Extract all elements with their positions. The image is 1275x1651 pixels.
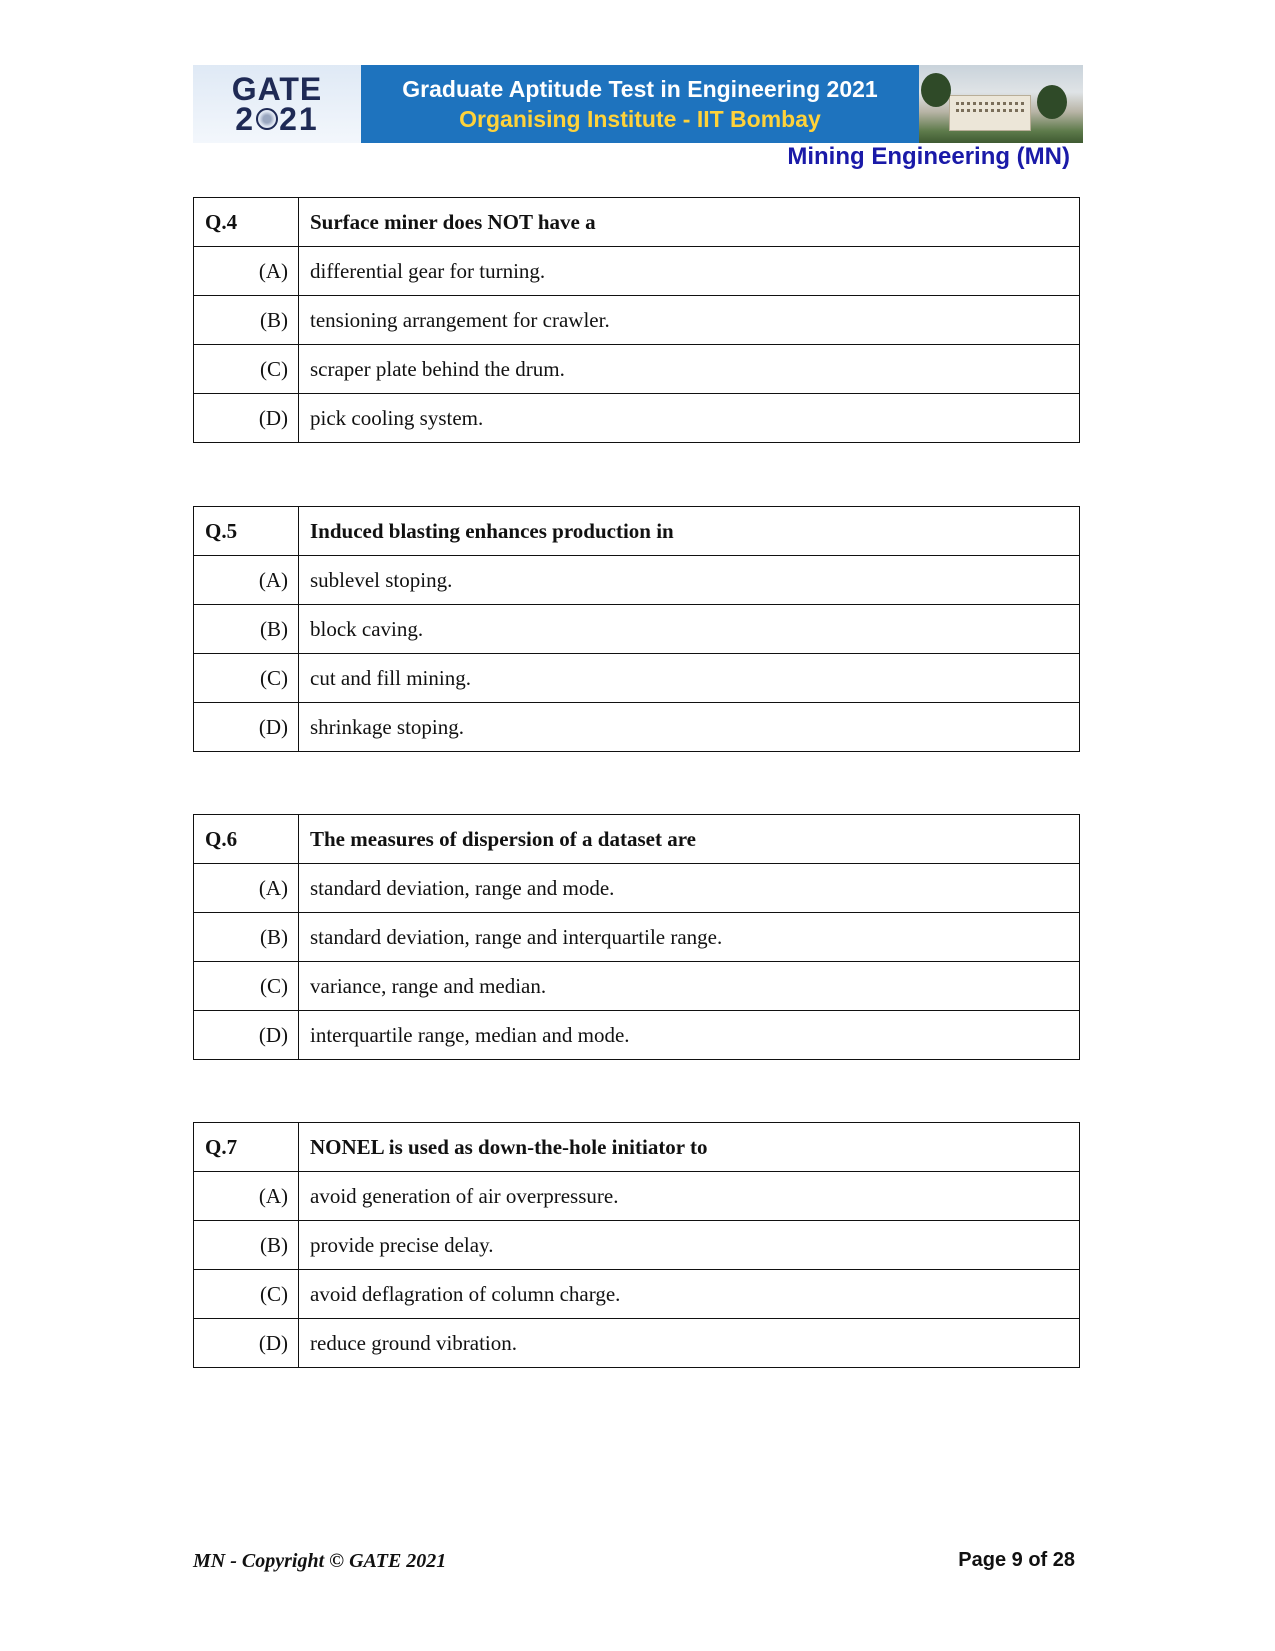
option-label: (B) [194, 1221, 299, 1270]
tree-icon [921, 73, 951, 107]
campus-photo [919, 65, 1083, 143]
banner-text-block [361, 65, 919, 143]
question-table-q7 [193, 1122, 1080, 1368]
building-icon [949, 95, 1031, 131]
option-text: differential gear for turning. [299, 247, 1080, 296]
option-label: (D) [194, 1011, 299, 1060]
option-row [194, 1011, 1080, 1060]
question-row [194, 507, 1080, 556]
option-label: (C) [194, 1270, 299, 1319]
question-text: NONEL is used as down-the-hole initiator to [299, 1123, 1080, 1172]
option-row [194, 703, 1080, 752]
question-number: Q.6 [194, 815, 299, 864]
logo-year-right: 21 [279, 101, 319, 137]
tree-icon [1037, 85, 1067, 119]
footer-copyright: MN - Copyright © GATE 2021 [193, 1550, 447, 1572]
logo-text-gate: GATE [231, 71, 323, 107]
question-row [194, 815, 1080, 864]
option-row [194, 654, 1080, 703]
gate-logo [193, 65, 361, 143]
option-row [194, 345, 1080, 394]
option-label: (B) [194, 605, 299, 654]
option-label: (C) [194, 654, 299, 703]
header-banner [193, 65, 1083, 143]
option-text: scraper plate behind the drum. [299, 345, 1080, 394]
logo-text-year [235, 101, 319, 137]
question-table-q4 [193, 197, 1080, 443]
option-row [194, 1221, 1080, 1270]
option-label: (D) [194, 1319, 299, 1368]
question-row [194, 1123, 1080, 1172]
question-table-q5 [193, 506, 1080, 752]
banner-subtitle: Organising Institute - IIT Bombay [459, 106, 821, 132]
option-row [194, 864, 1080, 913]
subject-title: Mining Engineering (MN) [787, 143, 1070, 170]
option-text: avoid generation of air overpressure. [299, 1172, 1080, 1221]
option-text: standard deviation, range and interquartile range. [299, 913, 1080, 962]
option-text: standard deviation, range and mode. [299, 864, 1080, 913]
option-row [194, 556, 1080, 605]
emblem-icon [256, 108, 278, 130]
option-label: (C) [194, 962, 299, 1011]
question-number: Q.4 [194, 198, 299, 247]
option-row [194, 1319, 1080, 1368]
option-label: (A) [194, 864, 299, 913]
option-text: interquartile range, median and mode. [299, 1011, 1080, 1060]
footer-page-number: Page 9 of 28 [958, 1549, 1075, 1571]
option-row [194, 247, 1080, 296]
option-label: (B) [194, 913, 299, 962]
question-number: Q.5 [194, 507, 299, 556]
logo-year-left: 2 [235, 101, 256, 137]
question-text: Surface miner does NOT have a [299, 198, 1080, 247]
option-text: sublevel stoping. [299, 556, 1080, 605]
option-text: pick cooling system. [299, 394, 1080, 443]
option-text: reduce ground vibration. [299, 1319, 1080, 1368]
option-label: (A) [194, 1172, 299, 1221]
option-label: (C) [194, 345, 299, 394]
question-text: The measures of dispersion of a dataset are [299, 815, 1080, 864]
option-text: shrinkage stoping. [299, 703, 1080, 752]
option-label: (D) [194, 703, 299, 752]
option-label: (D) [194, 394, 299, 443]
question-table-q6 [193, 814, 1080, 1060]
option-label: (B) [194, 296, 299, 345]
option-row [194, 296, 1080, 345]
option-row [194, 1172, 1080, 1221]
question-number: Q.7 [194, 1123, 299, 1172]
option-text: block caving. [299, 605, 1080, 654]
option-row [194, 605, 1080, 654]
option-text: tensioning arrangement for crawler. [299, 296, 1080, 345]
option-label: (A) [194, 247, 299, 296]
question-row [194, 198, 1080, 247]
option-text: cut and fill mining. [299, 654, 1080, 703]
option-row [194, 962, 1080, 1011]
question-text: Induced blasting enhances production in [299, 507, 1080, 556]
banner-title: Graduate Aptitude Test in Engineering 2021 [402, 76, 878, 102]
option-text: variance, range and median. [299, 962, 1080, 1011]
option-text: provide precise delay. [299, 1221, 1080, 1270]
option-label: (A) [194, 556, 299, 605]
option-row [194, 394, 1080, 443]
option-row [194, 1270, 1080, 1319]
option-text: avoid deflagration of column charge. [299, 1270, 1080, 1319]
option-row [194, 913, 1080, 962]
